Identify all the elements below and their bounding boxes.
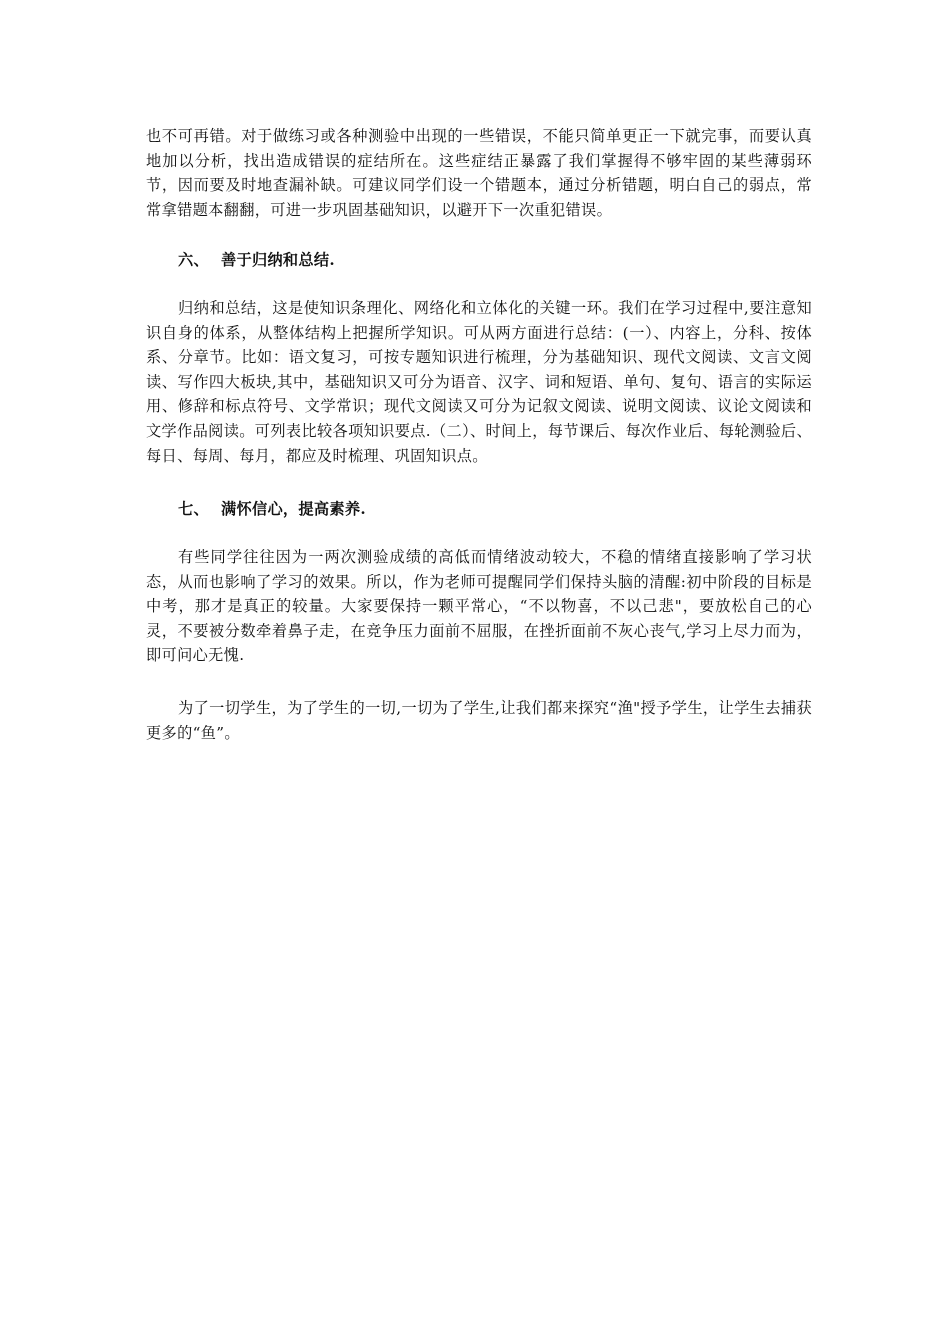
- section-6-number: 六、: [178, 251, 209, 269]
- closing-paragraph: 为了一切学生，为了学生的一切,一切为了学生,让我们都来探究“渔"授予学生，让学生去捕获更多的“鱼”。: [146, 699, 812, 742]
- section-7-body: 有些同学往往因为一两次测验成绩的高低而情绪波动较大，不稳的情绪直接影响了学习状态，从而也影响了学习的效果。所以，作为老师可提醒同学们保持头脑的清醒:初中阶段的目标是中考，那才是真正的较量。大家要保持一颗平常心，“不以物喜，不以己悲"，要放松自己的心灵，不要被分数牵着鼻子走，在竞争压力面前不屈服，在挫折面前不灰心丧气,学习上尽力而为，即可问心无愧.: [146, 548, 812, 665]
- section-6-title: 善于归纳和总结.: [220, 251, 335, 269]
- section-7-heading: [178, 497, 366, 521]
- section-6-heading: [178, 248, 335, 272]
- section-6-body: 归纳和总结，这是使知识条理化、网络化和立体化的关键一环。我们在学习过程中,要注意知识自身的体系，从整体结构上把握所学知识。可从两方面进行总结：(一）、内容上，分科、按体系、分章节。比如：语文复习，可按专题知识进行梳理，分为基础知识、现代文阅读、文言文阅读、写作四大板块,其中，基础知识又可分为语音、汉字、词和短语、单句、复句、语言的实际运用、修辞和标点符号、文学常识；现代文阅读又可分为记叙文阅读、说明文阅读、议论文阅读和文学作品阅读。可列表比较各项知识要点.（二）、时间上，每节课后、每次作业后、每轮测验后、每日、每周、每月，都应及时梳理、巩固知识点。: [146, 299, 812, 465]
- paragraph-continuation: 也不可再错。对于做练习或各种测验中出现的一些错误，不能只简单更正一下就完事，而要认真地加以分析，找出造成错误的症结所在。这些症结正暴露了我们掌握得不够牢固的某些薄弱环节，因而要及时地查漏补缺。可建议同学们设一个错题本，通过分析错题，明白自己的弱点，常常拿错题本翻翻，可进一步巩固基础知识，以避开下一次重犯错误。: [146, 127, 812, 219]
- section-7-title: 满怀信心，提高素养.: [220, 500, 366, 518]
- section-7-number: 七、: [178, 500, 209, 518]
